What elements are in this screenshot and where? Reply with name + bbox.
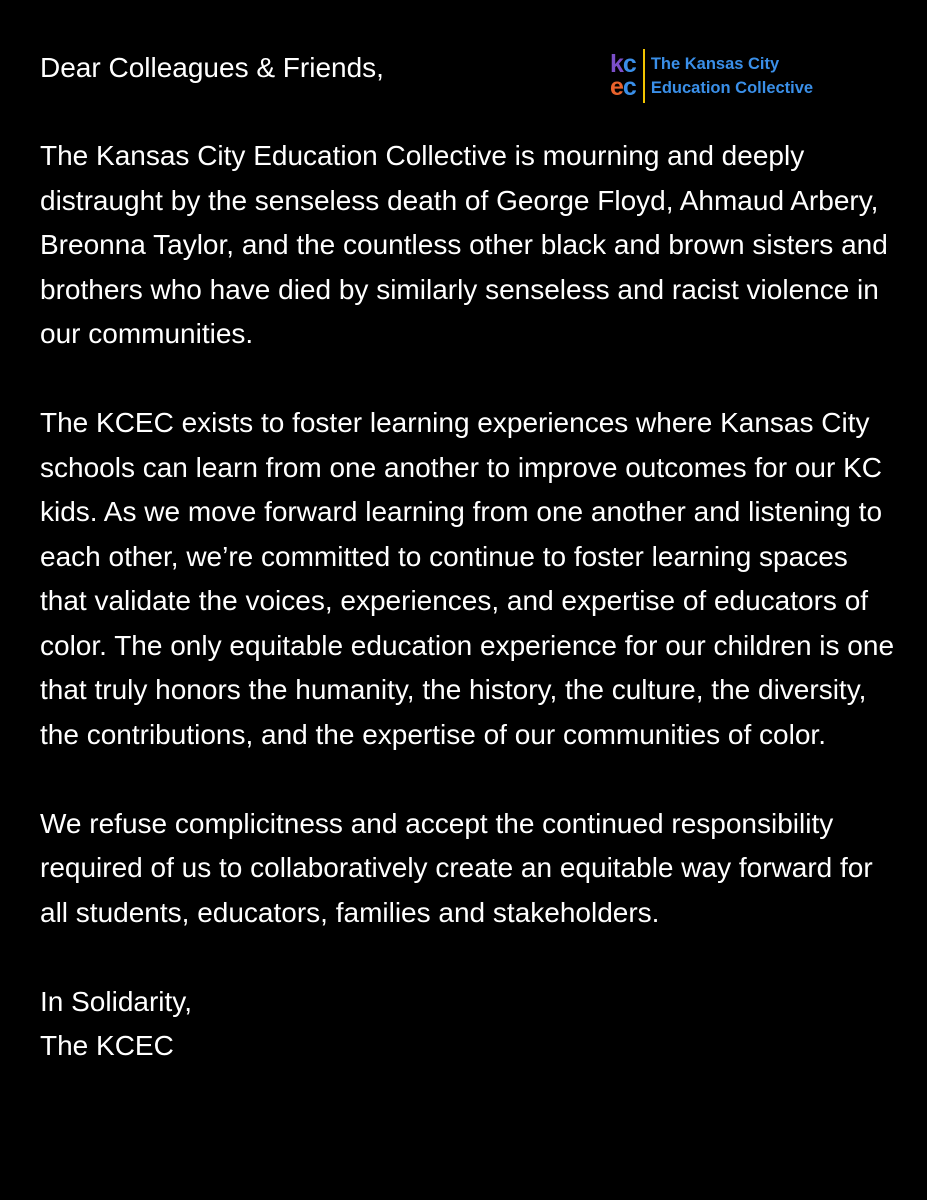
paragraph-mission: The KCEC exists to foster learning experiences where Kansas City schools can learn from one another to improve outcomes for our KC kids. As we move forward learning from one another and listening to each other, we’re committed to continue to foster learning spaces that validate the voices, experiences, and expertise of educators of color. The only equitable education experience for our children is one that truly honors the humanity, the history, the culture, the diversity, the contributions, and the expertise of our communities of color. (40, 407, 895, 750)
kcec-logo (610, 49, 813, 103)
letter-body (40, 134, 900, 1069)
logo-line-2: Education Collective (650, 79, 814, 97)
paragraph-commitment: We refuse complicitness and accept the continued responsibility required of us to collaboratively create an equitable way forward for all students, educators, families and stakeholders. (40, 807, 873, 928)
logo-line-1: The Kansas City (650, 55, 780, 73)
logo-wordmark (651, 49, 813, 103)
logo-letter-c1: c (622, 50, 636, 78)
paragraph-mourning: The Kansas City Education Collective is mourning and deeply distraught by the senseless death of George Floyd, Ahmaud Arbery, Breonna Taylor, and the countless other black and brown sisters and brothers who have died by similarly senseless and racist violence in our communities. (40, 140, 888, 349)
logo-divider (643, 49, 645, 103)
closing: In Solidarity, (40, 985, 192, 1017)
signoff (40, 980, 900, 1069)
logo-letter-e: e (610, 73, 623, 101)
kcec-logo-mark (610, 49, 641, 103)
logo-letter-k: k (610, 50, 623, 78)
greeting: Dear Colleagues & Friends, (40, 52, 384, 83)
logo-letter-c2: c (622, 73, 636, 101)
signature: The KCEC (40, 1030, 174, 1061)
